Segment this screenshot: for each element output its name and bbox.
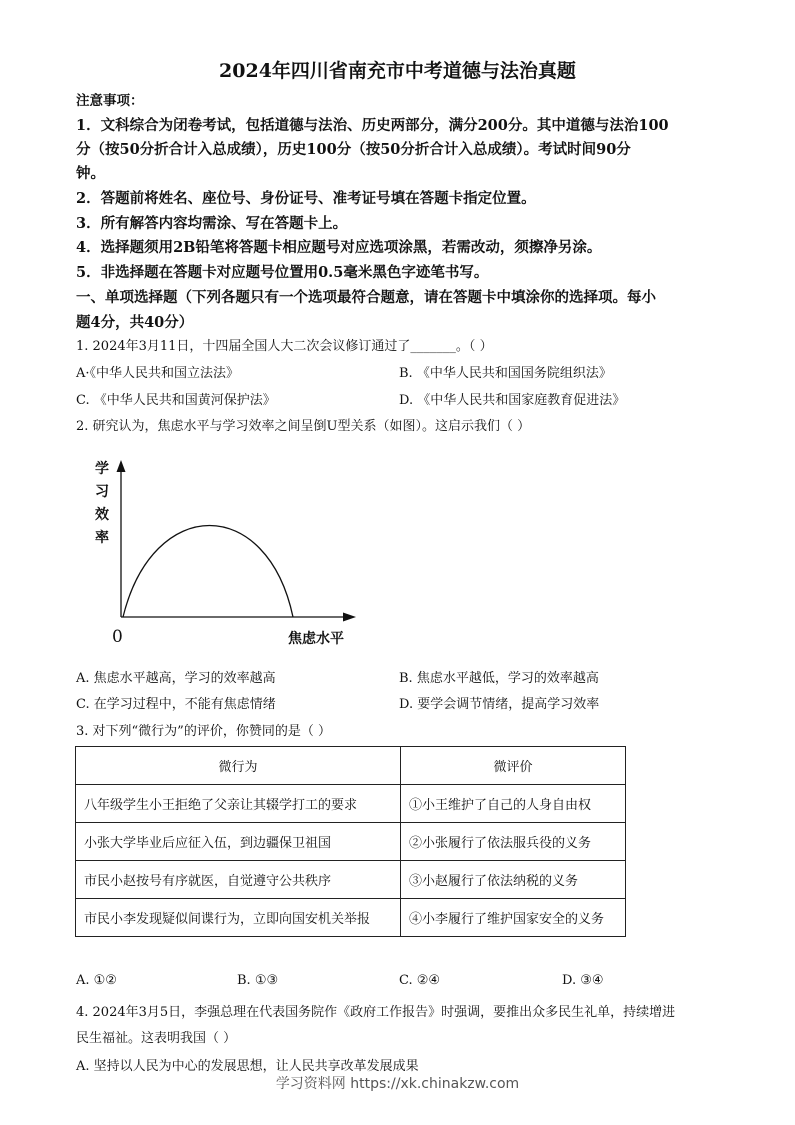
note-2: 2．答题前将姓名、座位号、身份证号、准考证号填在答题卡指定位置。 <box>76 190 536 207</box>
q2-stem: 2. 研究认为，焦虑水平与学习效率之间呈倒U型关系（如图）。这启示我们（ ） <box>76 419 531 434</box>
table-header-evaluation: 微评价 <box>401 747 626 785</box>
q2-option-b: B. 焦虑水平越低，学习的效率越高 <box>399 671 599 686</box>
q3-option-a: A. ①② <box>76 973 117 988</box>
note-5: 5．非选择题在答题卡对应题号位置用0.5毫米黑色字迹笔书写。 <box>76 264 489 281</box>
table-row <box>76 861 626 899</box>
behavior-evaluation-table <box>75 746 626 937</box>
table-row <box>76 899 626 937</box>
q3-option-d: D. ③④ <box>562 973 604 988</box>
inverted-u-curve <box>123 526 293 618</box>
table-cell-behavior: 市民小赵按号有序就医，自觉遵守公共秩序 <box>76 861 401 899</box>
q4-option-a: A. 坚持以人民为中心的发展思想，让人民共享改革发展成果 <box>76 1059 419 1074</box>
q2-option-a: A. 焦虑水平越高，学习的效率越高 <box>76 671 276 686</box>
note-3: 3．所有解答内容均需涂、写在答题卡上。 <box>76 215 348 232</box>
note-1-line-1: 1．文科综合为闭卷考试，包括道德与法治、历史两部分，满分200分。其中道德与法治100 <box>76 117 669 134</box>
watermark-text: 学习资料网 https://xk.chinakzw.com <box>275 1076 520 1092</box>
table-row <box>76 785 626 823</box>
q1-stem: 1. 2024年3月11日，十四届全国人大二次会议修订通过了_______。（ ） <box>76 339 493 354</box>
note-1-line-2: 分（按50分折合计入总成绩），历史100分（按50分折合计入总成绩）。考试时间90分 <box>76 141 631 158</box>
q4-stem-line-1: 4. 2024年3月5日，李强总理在代表国务院作《政府工作报告》时强调，要推出众多民生礼单，持续增进 <box>76 1005 676 1020</box>
y-axis-arrow <box>117 460 126 472</box>
q2-option-c: C. 在学习过程中，不能有焦虑情绪 <box>76 697 276 712</box>
graph-x-axis-label: 焦虑水平 <box>288 631 344 647</box>
note-1-line-3: 钟。 <box>76 165 105 182</box>
table-cell-evaluation: ①小王维护了自己的人身自由权 <box>401 785 626 823</box>
q3-option-b: B. ①③ <box>237 973 279 988</box>
notes-heading: 注意事项： <box>76 93 144 109</box>
table-header-row <box>76 747 626 785</box>
q1-option-d: D. 《中华人民共和国家庭教育促进法》 <box>399 393 626 408</box>
table-cell-behavior: 小张大学毕业后应征入伍，到边疆保卫祖国 <box>76 823 401 861</box>
q2-option-d: D. 要学会调节情绪，提高学习效率 <box>399 697 600 712</box>
section-1-heading-line-1: 一、单项选择题（下列各题只有一个选项最符合题意，请在答题卡中填涂你的选择项。每小 <box>76 289 656 306</box>
table-header-behavior: 微行为 <box>76 747 401 785</box>
x-axis-arrow <box>343 613 356 622</box>
q3-stem: 3. 对下列“微行为”的评价，你赞同的是（ ） <box>76 724 331 739</box>
table-cell-evaluation: ②小张履行了依法服兵役的义务 <box>401 823 626 861</box>
table-row <box>76 823 626 861</box>
section-1-heading-line-2: 题4分，共40分） <box>76 314 194 331</box>
q1-option-c: C. 《中华人民共和国黄河保护法》 <box>76 393 276 408</box>
q1-option-a: A·《中华人民共和国立法法》 <box>76 366 240 381</box>
table-cell-behavior: 八年级学生小王拒绝了父亲让其辍学打工的要求 <box>76 785 401 823</box>
table-cell-evaluation: ③小赵履行了依法纳税的义务 <box>401 861 626 899</box>
table-cell-evaluation: ④小李履行了维护国家安全的义务 <box>401 899 626 937</box>
graph-y-axis-label: 学习效率 <box>95 461 109 546</box>
q3-option-c: C. ②④ <box>399 973 441 988</box>
q1-option-b: B. 《中华人民共和国国务院组织法》 <box>399 366 612 381</box>
q4-stem-line-2: 民生福祉。这表明我国（ ） <box>76 1031 237 1046</box>
inverted-u-graph <box>105 455 365 630</box>
graph-origin-label: 0 <box>112 627 123 647</box>
table-cell-behavior: 市民小李发现疑似间谍行为，立即向国安机关举报 <box>76 899 401 937</box>
note-4: 4．选择题须用2B铅笔将答题卡相应题号对应选项涂黑，若需改动，须擦净另涂。 <box>76 239 602 256</box>
page-title: 2024年四川省南充市中考道德与法治真题 <box>219 60 576 82</box>
